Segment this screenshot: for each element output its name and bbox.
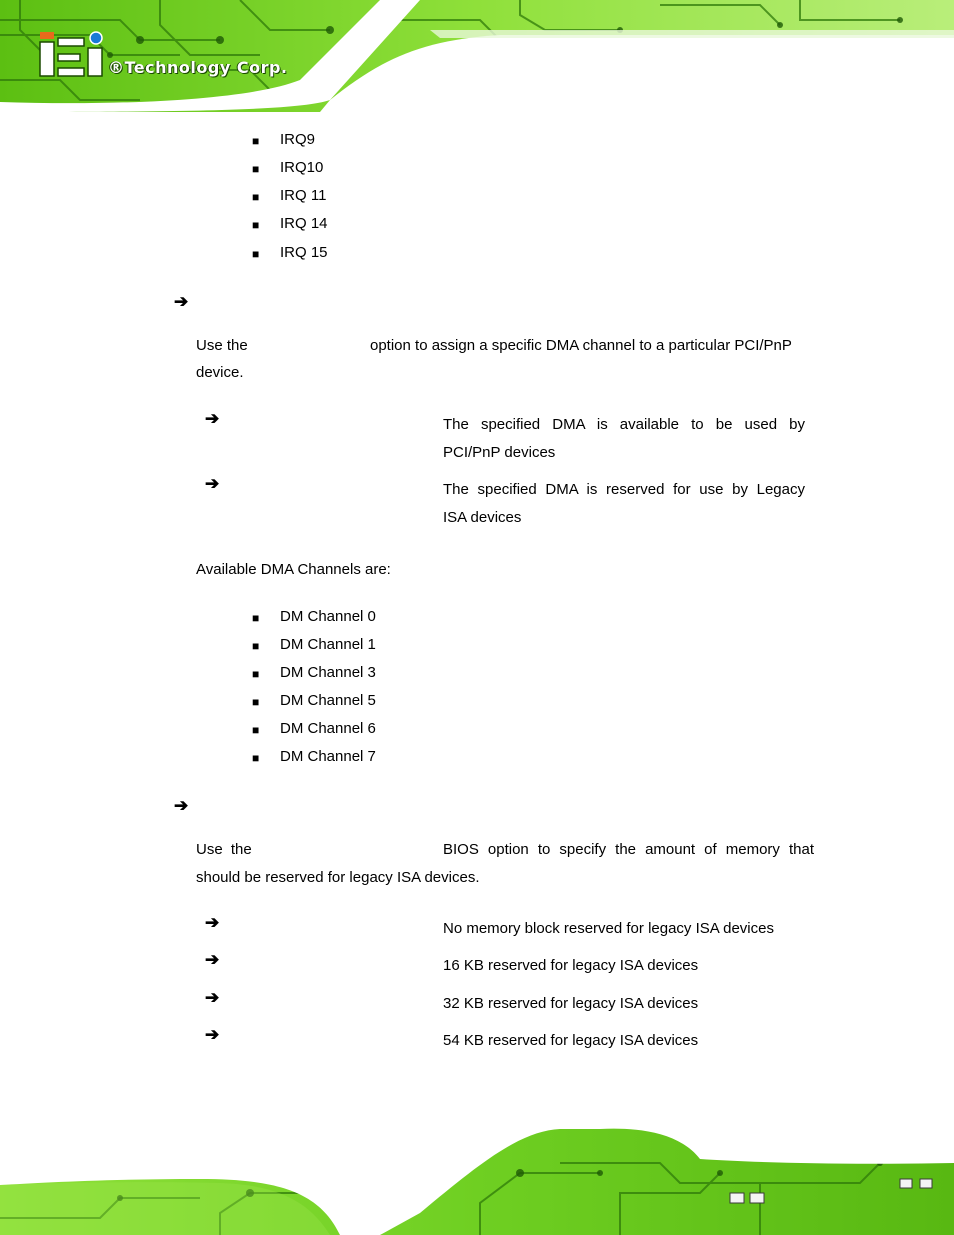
available-channels-label: Available DMA Channels are: [196, 561, 391, 578]
bullet-icon: ■ [252, 723, 260, 737]
list-item: DM Channel 1 [280, 636, 376, 653]
list-item: DM Channel 7 [280, 748, 376, 765]
dma-intro-line2: device. [196, 364, 244, 381]
memory-option-desc: No memory block reserved for legacy ISA devices [443, 920, 774, 937]
company-logo-text: ®Technology Corp. [108, 58, 288, 77]
bullet-icon: ■ [252, 751, 260, 765]
option-arrow-icon: ➔ [205, 913, 220, 932]
list-item: DM Channel 0 [280, 608, 376, 625]
option-arrow-icon: ➔ [205, 988, 220, 1007]
list-item: IRQ 14 [280, 215, 328, 232]
option-arrow-icon: ➔ [205, 474, 220, 493]
bullet-icon: ■ [252, 162, 260, 176]
footer-banner [0, 1123, 954, 1235]
list-item: IRQ9 [280, 131, 316, 148]
header-banner [0, 0, 954, 112]
list-item: IRQ 15 [280, 244, 328, 261]
bullet-icon: ■ [252, 190, 260, 204]
section-arrow-icon: ➔ [174, 796, 189, 815]
dma-option-desc: ISA devices [443, 509, 522, 526]
option-arrow-icon: ➔ [205, 409, 220, 428]
memory-option-desc: 32 KB reserved for legacy ISA devices [443, 995, 699, 1012]
list-item: DM Channel 3 [280, 664, 376, 681]
bullet-icon: ■ [252, 667, 260, 681]
list-item: DM Channel 5 [280, 692, 376, 709]
memory-intro-line2: should be reserved for legacy ISA devices. [196, 869, 480, 886]
bullet-icon: ■ [252, 218, 260, 232]
option-arrow-icon: ➔ [205, 950, 220, 969]
list-item: IRQ 11 [280, 187, 327, 204]
memory-intro-right: BIOS option to specify the amount of memory that [443, 841, 814, 858]
bullet-icon: ■ [252, 611, 260, 625]
list-item: IRQ10 [280, 159, 324, 176]
bullet-icon: ■ [252, 639, 260, 653]
memory-option-desc: 16 KB reserved for legacy ISA devices [443, 957, 699, 974]
dma-intro-left: Use the [196, 337, 248, 354]
memory-intro-left: Use the [196, 841, 252, 858]
circuit-board-graphic [0, 1123, 954, 1235]
dma-intro-right: option to assign a specific DMA channel to a particular PCI/PnP [370, 337, 792, 354]
dma-option-desc: PCI/PnP devices [443, 444, 556, 461]
bullet-icon: ■ [252, 247, 260, 261]
bullet-icon: ■ [252, 695, 260, 709]
option-arrow-icon: ➔ [205, 1025, 220, 1044]
circuit-board-graphic [0, 0, 954, 112]
section-arrow-icon: ➔ [174, 292, 189, 311]
memory-option-desc: 54 KB reserved for legacy ISA devices [443, 1032, 699, 1049]
dma-option-desc: The specified DMA is reserved for use by Legacy [443, 481, 805, 498]
bullet-icon: ■ [252, 134, 260, 148]
dma-option-desc: The specified DMA is available to be used by [443, 416, 805, 433]
list-item: DM Channel 6 [280, 720, 376, 737]
